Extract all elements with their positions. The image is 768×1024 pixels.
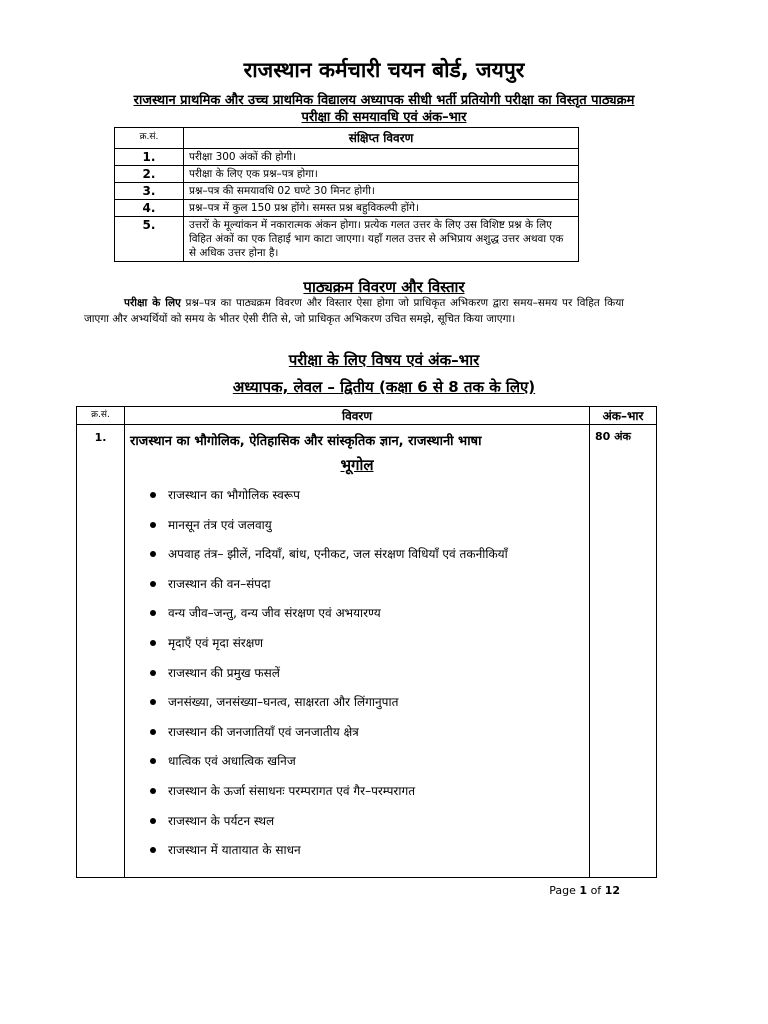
row-serial: 1. — [115, 149, 184, 166]
list-item: राजस्थान में यातायात के साधन — [130, 842, 584, 872]
list-item: वन्य जीव–जन्तु, वन्य जीव संरक्षण एवं अभयारण्य — [130, 605, 584, 635]
list-item: अपवाह तंत्र– झीलें, नदियाँ, बांध, एनीकट, जल संरक्षण विधियाँ एवं तकनीकियाँ — [130, 546, 584, 576]
list-item: मानसून तंत्र एवं जलवायु — [130, 517, 584, 547]
list-item: राजस्थान की जनजातियाँ एवं जनजातीय क्षेत्र — [130, 724, 584, 754]
page-footer — [549, 884, 620, 897]
of-word: of — [590, 884, 602, 897]
row-serial: 3. — [115, 183, 184, 200]
table-row — [115, 200, 579, 217]
list-item: राजस्थान के ऊर्जा संसाधनः परम्परागत एवं गैर–परम्परागत — [130, 783, 584, 813]
table-row — [115, 166, 579, 183]
topic-list — [130, 487, 584, 872]
list-item: राजस्थान का भौगोलिक स्वरूप — [130, 487, 584, 517]
table-row — [115, 217, 579, 262]
syllabus-lead: परीक्षा के लिए — [124, 297, 181, 309]
details-header: संक्षिप्त विवरण — [184, 128, 579, 149]
subjects-table — [76, 406, 657, 878]
row-serial: 4. — [115, 200, 184, 217]
list-item: राजस्थान के पर्यटन स्थल — [130, 813, 584, 843]
subjects-section-title: परीक्षा के लिए विषय एवं अंक–भार — [288, 351, 480, 369]
syllabus-paragraph — [84, 295, 624, 327]
list-item: राजस्थान की प्रमुख फसलें — [130, 665, 584, 695]
row-serial: 2. — [115, 166, 184, 183]
list-item: जनसंख्या, जनसंख्या–घनत्व, साक्षरता और लिंगानुपात — [130, 694, 584, 724]
subject-name: राजस्थान का भौगोलिक, ऐतिहासिक और सांस्कृतिक ज्ञान, राजस्थानी भाषा — [130, 434, 482, 449]
table-row — [115, 149, 579, 166]
row-text: परीक्षा 300 अंकों की होगी। — [184, 149, 579, 166]
page-title: राजस्थान कर्मचारी चयन बोर्ड, जयपुर — [243, 58, 525, 82]
row-text: प्रश्न–पत्र की समयावधि 02 घण्टे 30 मिनट होगी। — [184, 183, 579, 200]
row-serial: 5. — [115, 217, 184, 262]
subjects-section-subtitle: अध्यापक, लेवल – द्वितीय (कक्षा 6 से 8 तक के लिए) — [232, 378, 536, 396]
summary-table — [114, 127, 579, 262]
list-item: धात्विक एवं अधात्विक खनिज — [130, 753, 584, 783]
list-item: राजस्थान की वन–संपदा — [130, 576, 584, 606]
current-page: 1 — [579, 884, 588, 897]
subtitle-line-1: राजस्थान प्राथमिक और उच्च प्राथमिक विद्यालय अध्यापक सीधी भर्ती प्रतियोगी परीक्षा का विस्तृत पाठ्यक्रम — [133, 93, 635, 108]
syllabus-text: प्रश्न–पत्र का पाठ्यक्रम विवरण और विस्तार ऐसा होगा जो प्राधिकृत अभिकरण द्वारा समय–समय पर विहित किया जाएगा और अभ्यर्थियों को समय के भीतर ऐसी रीति से, जो प्राधिकृत अभिकरण उचित समझे, सूचित किया जाएगा। — [84, 297, 624, 325]
marks-header: अंक–भार — [590, 407, 657, 425]
list-item: मृदाएँ एवं मृदा संरक्षण — [130, 635, 584, 665]
row-text: परीक्षा के लिए एक प्रश्न–पत्र होगा। — [184, 166, 579, 183]
row-serial: 1. — [77, 425, 125, 878]
serial-header: क्र.सं. — [115, 128, 184, 149]
row-text: प्रश्न–पत्र में कुल 150 प्रश्न होंगे। समस्त प्रश्न बहुविकल्पी होंगे। — [184, 200, 579, 217]
table-row — [115, 183, 579, 200]
document-subtitle — [60, 92, 708, 126]
row-details — [125, 425, 590, 878]
geography-heading: भूगोल — [340, 456, 374, 474]
details-header: विवरण — [125, 407, 590, 425]
page-word: Page — [549, 884, 576, 897]
total-pages: 12 — [604, 884, 620, 897]
summary-table-header — [115, 128, 579, 149]
subjects-table-header — [77, 407, 657, 425]
serial-header: क्र.सं. — [77, 407, 125, 425]
row-text: उत्तरों के मूल्यांकन में नकारात्मक अंकन होगा। प्रत्येक गलत उत्तर के लिए उस विशिष्ट प्रश्न के लिए विहित अंकों का एक तिहाई भाग काटा जाएगा। यहाँ गलत उत्तर से अभिप्राय अशुद्ध उत्तर अथवा एक से अधिक उत्तर होना है। — [184, 217, 579, 262]
row-marks: 80 अंक — [590, 425, 657, 878]
subtitle-line-2: परीक्षा की समयावधि एवं अंक–भार — [301, 110, 467, 125]
syllabus-section-title: पाठ्यक्रम विवरण और विस्तार — [303, 278, 465, 296]
table-row — [77, 425, 657, 878]
